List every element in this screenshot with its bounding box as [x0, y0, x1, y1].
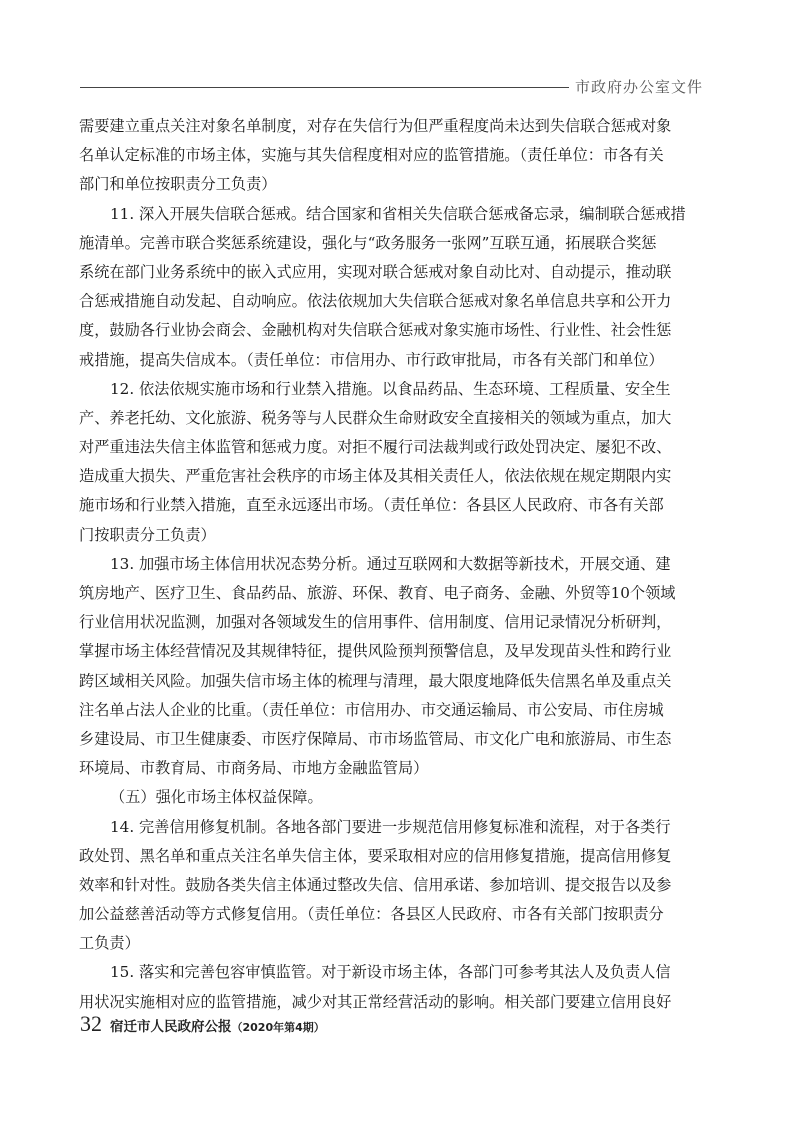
text-line: 乡建设局、市卫生健康委、市医疗保障局、市市场监管局、市文化广电和旅游局、市生态 [79, 729, 672, 748]
text-line: 筑房地产、医疗卫生、食品药品、旅游、环保、教育、电子商务、金融、外贸等10个领域 [79, 584, 676, 602]
page-number: 32 [80, 1011, 102, 1036]
journal-name: 宿迁市人民政府公报 [110, 1019, 232, 1035]
text-line: 跨区域相关风险。加强失信市场主体的梳理与清理，最大限度地降低失信黑名单及重点关 [79, 671, 672, 690]
section-heading: （五）强化市场主体权益保障。 [110, 788, 323, 807]
text-line: 加公益慈善活动等方式修复信用。（责任单位：各县区人民政府、市各有关部门按职责分 [79, 905, 664, 924]
text-line: 11. 深入开展失信联合惩戒。结合国家和省相关失信联合惩戒备忘录，编制联合惩戒措 [110, 204, 686, 223]
header-rule [80, 87, 569, 88]
text-line: 造成重大损失、严重危害社会秩序的市场主体及其相关责任人，依法依规在规定期限内实 [79, 467, 672, 486]
text-line: 合惩戒措施自动发起、自动响应。依法依规加大失信联合惩戒对象名单信息共享和公开力 [79, 292, 672, 311]
text-line: 对严重违法失信主体监管和惩戒力度。对拒不履行司法裁判或行政处罚决定、屡犯不改、 [79, 438, 672, 457]
text-line: 13. 加强市场主体信用状况态势分析。通过互联网和大数据等新技术，开展交通、建 [110, 554, 671, 573]
body-text [79, 112, 715, 1017]
text-line: 度，鼓励各行业协会商会、金融机构对失信联合惩戒对象实施市场性、行业性、社会性惩 [79, 321, 672, 340]
journal-issue: （2020年第4期） [231, 1021, 325, 1034]
text-line: 戒措施，提高失信成本。（责任单位：市信用办、市行政审批局，市各有关部门和单位） [79, 350, 664, 369]
text-line: 门按职责分工负责） [79, 525, 216, 544]
text-line: 12. 依法依规实施市场和行业禁入措施。以食品药品、生态环境、工程质量、安全生 [110, 379, 671, 398]
page-footer [80, 1011, 325, 1037]
text-line: 名单认定标准的市场主体，实施与其失信程度相对应的监管措施。（责任单位：市各有关 [79, 146, 664, 165]
text-line: 环境局、市教育局、市商务局、市地方金融监管局） [79, 759, 429, 778]
text-line: 施市场和行业禁入措施，直至永远逐出市场。（责任单位：各县区人民政府、市各有关部 [79, 496, 664, 515]
text-line: 用状况实施相对应的监管措施，减少对其正常经营活动的影响。相关部门要建立信用良好 [79, 992, 672, 1011]
text-line: 效率和针对性。鼓励各类失信主体通过整改失信、信用承诺、参加培训、提交报告以及参 [79, 875, 672, 894]
text-line: 14. 完善信用修复机制。各地各部门要进一步规范信用修复标准和流程，对于各类行 [110, 817, 671, 836]
text-line: 需要建立重点关注对象名单制度，对存在失信行为但严重程度尚未达到失信联合惩戒对象 [79, 117, 672, 135]
text-line: 系统在部门业务系统中的嵌入式应用，实现对联合惩戒对象自动比对、自动提示，推动联 [79, 262, 672, 281]
text-line: 施清单。完善市联合奖惩系统建设，强化与“政务服务一张网”互联互通，拓展联合奖惩 [79, 233, 657, 252]
text-line: 15. 落实和完善包容审慎监管。对于新设市场主体，各部门可参考其法人及负责人信 [110, 963, 671, 982]
text-line: 工负责） [79, 934, 140, 953]
text-line: 政处罚、黑名单和重点关注名单失信主体，要采取相对应的信用修复措施，提高信用修复 [79, 846, 672, 865]
text-line: 产、养老托幼、文化旅游、税务等与人民群众生命财政安全直接相关的领域为重点，加大 [79, 408, 672, 427]
running-header: 市政府办公室文件 [575, 78, 704, 96]
text-line: 行业信用状况监测，加强对各领域发生的信用事件、信用制度、信用记录情况分析研判， [79, 613, 672, 632]
text-line: 注名单占法人企业的比重。（责任单位：市信用办、市交通运输局、市公安局、市住房城 [79, 700, 664, 719]
text-line: 部门和单位按职责分工负责） [79, 175, 277, 194]
text-line: 掌握市场主体经营情况及其规律特征，提供风险预判预警信息，及早发现苗头性和跨行业 [79, 642, 672, 661]
